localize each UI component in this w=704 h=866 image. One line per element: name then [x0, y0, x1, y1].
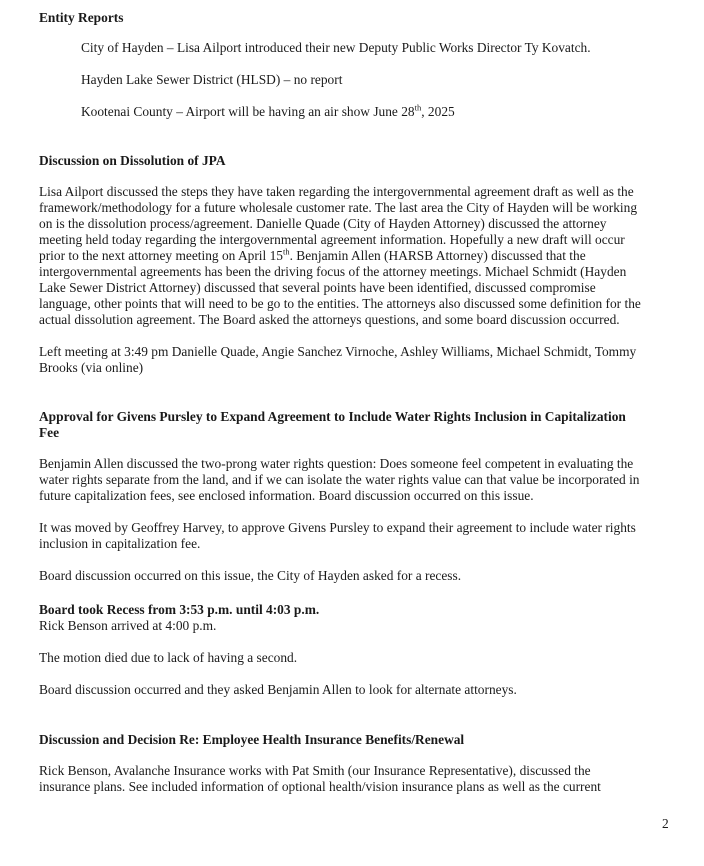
givens-para-line: water rights separate from the land, and if we can isolate the water rights value can that value be incorporated in: [39, 472, 640, 487]
jpa-line: framework/methodology for a future wholesale customer rate. The last area the City of Hayden will be working: [39, 200, 638, 215]
jpa-line: actual dissolution agreement. The Board asked the attorneys questions, and some board discussion occurred.: [39, 312, 620, 327]
jpa-line: on is the dissolution process/agreement. Danielle Quade (City of Hayden Attorney) discussed the attorney: [39, 216, 607, 231]
givens-heading: Approval for Givens Pursley to Expand Agreement to Include Water Rights Inclusion in Capitalization: [39, 409, 626, 424]
kootenai-year: , 2025: [421, 104, 455, 119]
motion-line: It was moved by Geoffrey Harvey, to approve Givens Pursley to expand their agreement to include water rights: [39, 520, 636, 535]
board-discussion-line: Board discussion occurred on this issue, the City of Hayden asked for a recess.: [39, 568, 462, 583]
entity-reports-heading: Entity Reports: [39, 10, 124, 25]
april-text: prior to the next attorney meeting on April 15: [39, 248, 283, 263]
givens-para-line: Benjamin Allen discussed the two-prong water rights question: Does someone feel competent in evaluating the: [39, 456, 634, 471]
jpa-line: Lisa Ailport discussed the steps they have taken regarding the intergovernmental agreement draft as well as the: [39, 184, 634, 199]
jpa-line: intergovernmental agreements has been the driving focus of the attorney meetings. Michael Schmidt (Hayden: [39, 264, 627, 279]
givens-heading-cont: Fee: [39, 425, 60, 440]
motion-line: inclusion in capitalization fee.: [39, 536, 201, 551]
page-number: 2: [662, 816, 669, 831]
jpa-line: meeting held today regarding the intergovernmental agreement information. Hopefully a new draft will occur: [39, 232, 625, 247]
entity-kootenai-line: [81, 104, 455, 120]
alternate-attorneys-line: Board discussion occurred and they asked Benjamin Allen to look for alternate attorneys.: [39, 682, 517, 697]
health-heading: Discussion and Decision Re: Employee Health Insurance Benefits/Renewal: [39, 732, 465, 747]
health-line: Rick Benson, Avalanche Insurance works with Pat Smith (our Insurance Representative), discussed the: [39, 763, 591, 778]
motion-died-line: The motion died due to lack of having a second.: [39, 650, 298, 665]
left-meeting-line: Brooks (via online): [39, 360, 144, 375]
givens-para-line: future capitalization fees, see enclosed information. Board discussion occurred on this issue.: [39, 488, 534, 503]
april-text-end: . Benjamin Allen (HARSB Attorney) discussed that the: [289, 248, 586, 263]
april-superscript: th: [282, 246, 290, 257]
jpa-heading: Discussion on Dissolution of JPA: [39, 153, 226, 168]
recess-heading: Board took Recess from 3:53 p.m. until 4:03 p.m.: [39, 602, 320, 617]
recess-note: Rick Benson arrived at 4:00 p.m.: [39, 618, 217, 633]
entity-hlsd-line: Hayden Lake Sewer District (HLSD) – no report: [81, 72, 343, 87]
jpa-line: Lake Sewer District Attorney) discussed that several points have been identified, discussed compromise: [39, 280, 596, 295]
health-line: insurance plans. See included information of optional health/vision insurance plans as well as the current: [39, 779, 601, 794]
entity-hayden-line: City of Hayden – Lisa Ailport introduced their new Deputy Public Works Director Ty Kovatch.: [81, 40, 591, 55]
kootenai-superscript: th: [414, 102, 422, 113]
jpa-line-april: [39, 248, 586, 264]
kootenai-text: Kootenai County – Airport will be having an air show June 28: [81, 104, 415, 119]
left-meeting-line: Left meeting at 3:49 pm Danielle Quade, Angie Sanchez Virnoche, Ashley Williams, Michael Schmidt, Tommy: [39, 344, 637, 359]
jpa-line: language, other points that will need to be go to the entities. The attorneys also discussed some definition for the: [39, 296, 641, 311]
